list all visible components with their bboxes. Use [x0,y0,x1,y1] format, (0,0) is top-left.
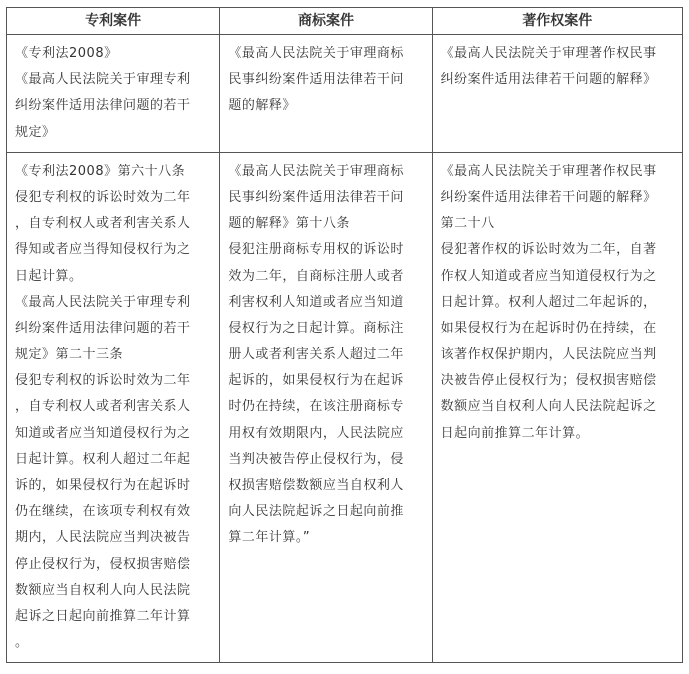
cell-text-line: ，自专利权人或者利害关系人 [15,399,191,415]
cell-text-line: 《最高人民法院关于审理专利 [15,72,191,88]
cell-text-line: 利害权利人知道或者应当知道 [228,294,404,310]
cell-text-line: 规定》 [15,124,56,140]
cell-text-line: 。 [15,635,29,651]
cell-patent [7,35,220,153]
cell-text-line: 决被告停止侵权行为；侵权损害赔偿 [440,373,657,389]
cell-text-line: 侵犯注册商标专用权的诉讼时 [228,242,404,258]
header-patent: 专利案件 [7,8,220,35]
cell-copyright [432,152,682,663]
cell-text-line: 《最高人民法院关于审理著作权民事 [440,46,657,61]
cell-text-line: 侵权行为之日起计算。商标注 [228,320,404,336]
cell-text-line: 规定》第二十三条 [15,347,124,363]
cell-text-line: 日起向前推算二年计算。 [440,425,590,441]
cell-trademark [220,35,432,153]
row-limitation-period [7,152,683,663]
cell-text-line: 日起计算。权利人超过二年起 [15,451,191,467]
header-copyright: 著作权案件 [432,8,682,35]
cell-text-line: 《最高人民法院关于审理专利 [15,294,191,310]
cell-text-line: 该著作权保护期内，人民法院应当判 [440,347,657,363]
cell-text-line: 起诉之日起向前推算二年计算 [15,608,191,624]
cell-text-line: 民事纠纷案件适用法律若干问 [228,72,404,88]
cell-text-line: 用权有效期限内，人民法院应 [228,425,404,441]
cell-text-line: ，自专利权人或者利害关系人 [15,216,191,232]
cell-text-line: 《最高人民法院关于审理著作权民事 [440,163,657,179]
cell-text-line: 得知或者应当得知侵权行为之 [15,242,191,258]
cell-text-line: 《专利法2008》 [15,46,118,61]
cell-text-line: 日起计算。 [15,268,83,284]
cell-text-line: 如果侵权行为在起诉时仍在持续，在 [440,320,657,336]
cell-text-line: 停止侵权行为，侵权损害赔偿 [15,556,191,572]
header-row [7,8,683,35]
header-trademark: 商标案件 [220,8,432,35]
cell-text-line: 诉的，如果侵权行为在起诉时 [15,478,191,493]
cell-text-line: 日起计算。权利人超过二年起诉的， [440,294,657,310]
cell-text-line: 数额应当自权利人向人民法院 [15,582,191,598]
cell-text-line: 侵犯专利权的诉讼时效为二年 [15,189,191,205]
cell-text-line: 纠纷案件适用法律若干问题的解释》 [440,72,657,88]
cell-text-line: 数额应当自权利人向人民法院起诉之 [440,399,657,415]
cell-text-line: 纠纷案件适用法律问题的若干 [15,320,191,336]
cell-text-line: 当判决被告停止侵权行为，侵 [228,451,404,467]
cell-text-line: 效为二年，自商标注册人或者 [228,268,404,284]
cell-text-line: 起诉的，如果侵权行为在起诉 [228,373,404,389]
cell-text-line: 《最高人民法院关于审理商标 [228,163,404,179]
cell-text-line: 算二年计算。” [228,530,311,546]
ip-comparison-table [6,7,683,663]
cell-text-line: 知道或者应当知道侵权行为之 [15,425,191,441]
cell-text-line: 侵犯专利权的诉讼时效为二年 [15,373,191,389]
cell-text-line: 题的解释》 [228,98,296,114]
cell-text-line: 时仍在持续，在该注册商标专 [228,399,404,415]
cell-text-line: 侵犯著作权的诉讼时效为二年，自著 [440,242,657,258]
cell-text-line: 仍在继续，在该项专利权有效 [15,504,191,520]
cell-text-line: 纠纷案件适用法律问题的若干 [15,98,191,114]
cell-text-line: 《专利法2008》第六十八条 [15,163,186,179]
cell-text-line: 作权人知道或者应当知道侵权行为之 [440,268,657,284]
cell-patent [7,152,220,663]
cell-text-line: 册人或者利害关系人超过二年 [228,347,404,363]
cell-text-line: 纠纷案件适用法律若干问题的解释》 [440,189,657,205]
cell-text-line: 民事纠纷案件适用法律若干问 [228,189,404,205]
cell-text-line: 权损害赔偿数额应当自权利人 [228,478,404,493]
cell-trademark [220,152,432,663]
cell-text-line: 《最高人民法院关于审理商标 [228,46,404,61]
cell-text-line: 期内，人民法院应当判决被告 [15,530,191,546]
cell-text-line: 题的解释》第十八条 [228,216,350,232]
cell-text-line: 第二十八 [440,216,495,232]
cell-text-line: 向人民法院起诉之日起向前推 [228,504,404,520]
cell-copyright [432,35,682,153]
row-legal-basis [7,35,683,153]
